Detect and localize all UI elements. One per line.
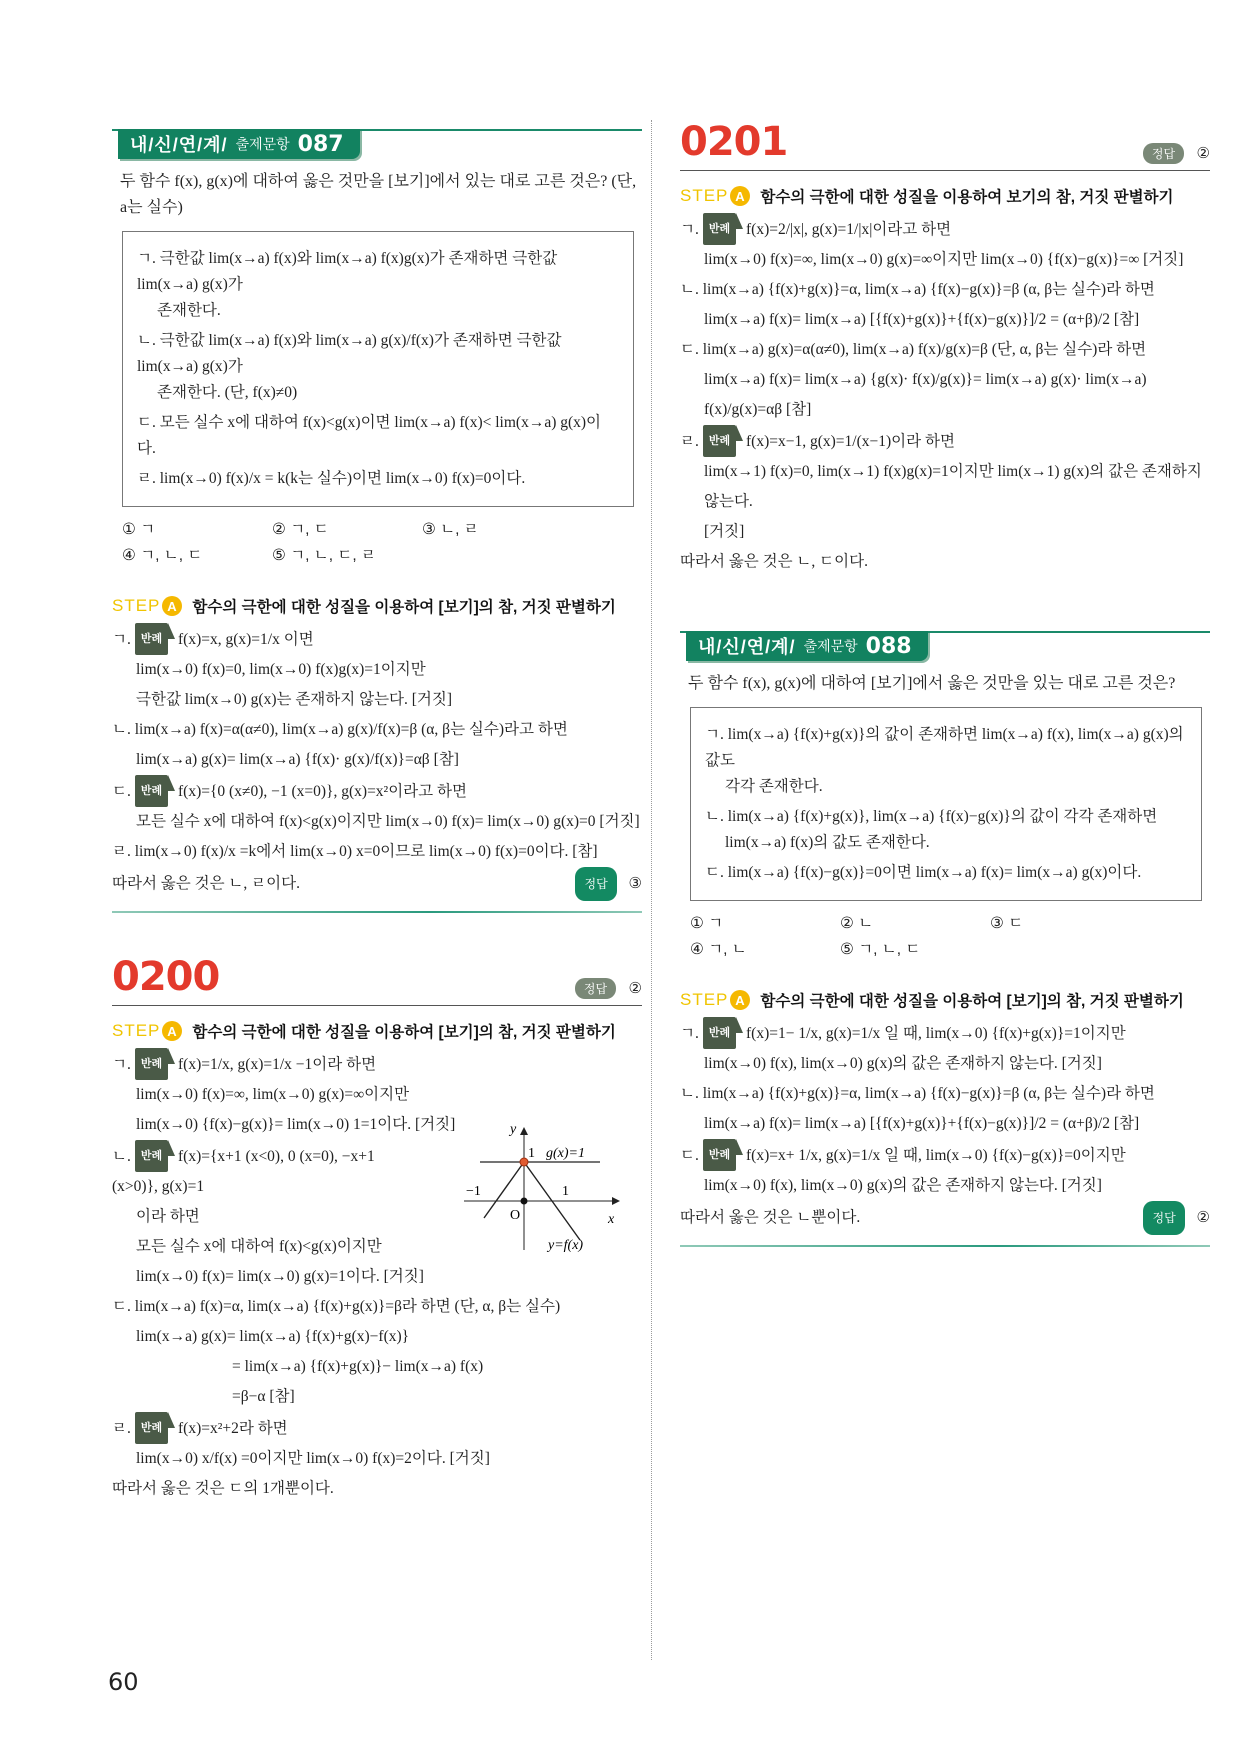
solution-line bbox=[112, 837, 642, 867]
answer-value: ③ bbox=[628, 876, 642, 892]
bogi-cont: lim(x→a) f(x)의 값도 존재한다. bbox=[725, 834, 930, 851]
solution-line bbox=[680, 425, 1210, 457]
item-marker: ㄱ. bbox=[680, 1025, 699, 1042]
question-text: 두 함수 f(x), g(x)에 대하여 옳은 것만을 [보기]에서 있는 대로 고른 것은? (단, a는 실수) bbox=[120, 173, 637, 216]
answer-block bbox=[575, 867, 642, 901]
section-end-rule bbox=[112, 911, 642, 913]
item-marker: ㄷ. bbox=[112, 1298, 131, 1315]
item-marker: ㄴ. bbox=[680, 1085, 699, 1102]
naesin-088-section bbox=[680, 627, 1210, 1247]
solution-line: 극한값 lim(x→0) g(x)는 존재하지 않는다. [거짓] bbox=[136, 691, 453, 708]
bogi-box bbox=[690, 707, 1202, 901]
bogi-text: 극한값 lim(x→a) f(x)와 lim(x→a) f(x)g(x)가 존재하면 극한값 lim(x→a) g(x)가 bbox=[137, 250, 558, 293]
solution-text: f(x)=x−1, g(x)=1/(x−1)이라 하면 bbox=[746, 433, 955, 450]
solution-text: f(x)=1− 1/x, g(x)=1/x 일 때, lim(x→0) {f(x)+g(x)}=1이지만 bbox=[746, 1025, 1126, 1042]
counterexample-badge: 반례 bbox=[135, 1140, 168, 1172]
naesin-header bbox=[680, 627, 1210, 661]
bogi-marker: ㄴ. bbox=[137, 332, 156, 349]
item-marker: ㄹ. bbox=[112, 843, 131, 860]
naesin-tab bbox=[686, 631, 928, 661]
choice-3[interactable]: ③ ㄴ, ㄹ bbox=[422, 521, 479, 538]
answer-choices bbox=[680, 911, 1210, 959]
item-marker: ㄷ. bbox=[680, 341, 699, 358]
bogi-item bbox=[705, 804, 1187, 856]
counterexample-badge: 반례 bbox=[135, 1412, 168, 1444]
choice-4[interactable]: ④ ㄱ, ㄴ bbox=[690, 941, 747, 958]
solution-text: f(x)={x+1 (x<0), 0 (x=0), −x+1 (x>0)}, g(x)=1 bbox=[112, 1148, 375, 1195]
step-heading bbox=[112, 1020, 642, 1042]
item-marker: ㄴ. bbox=[680, 281, 699, 298]
bogi-cont: 존재한다. bbox=[157, 302, 221, 319]
bogi-marker: ㄷ. bbox=[137, 414, 156, 431]
solution-line bbox=[112, 1140, 422, 1202]
bogi-cont: 존재한다. (단, f(x)≠0) bbox=[157, 384, 298, 401]
bogi-marker: ㄹ. bbox=[137, 470, 156, 487]
choice-3[interactable]: ③ ㄷ bbox=[990, 915, 1024, 932]
item-marker: ㄱ. bbox=[112, 631, 131, 648]
item-marker: ㄹ. bbox=[112, 1420, 131, 1437]
naesin-087-section bbox=[112, 125, 642, 913]
g-label: g(x)=1 bbox=[546, 1146, 585, 1161]
naesin-number: 088 bbox=[865, 633, 912, 659]
solution-line bbox=[112, 623, 642, 655]
naesin-brand: 내/신/연/계/ bbox=[698, 637, 796, 657]
solution-text: f(x)=x+ 1/x, g(x)=1/x 일 때, lim(x→0) {f(x)−g(x)}=0이지만 bbox=[746, 1147, 1126, 1164]
solution-line bbox=[680, 335, 1210, 365]
solution-text: lim(x→a) {f(x)+g(x)}=α, lim(x→a) {f(x)−g(x)}=β (α, β는 실수)라 하면 bbox=[702, 1085, 1155, 1102]
solution-line: lim(x→0) f(x), lim(x→0) g(x)의 값은 존재하지 않는다. [거짓] bbox=[704, 1055, 1102, 1072]
bogi-text: lim(x→a) {f(x)−g(x)}=0이면 lim(x→a) f(x)= lim(x→a) g(x)이다. bbox=[727, 864, 1142, 881]
solution-text: f(x)=2/|x|, g(x)=1/|x|이라고 하면 bbox=[746, 221, 952, 238]
x-axis-arrow-icon bbox=[612, 1197, 620, 1205]
step-label bbox=[680, 990, 750, 1010]
choice-2[interactable]: ② ㄴ bbox=[840, 915, 874, 932]
solution-line: lim(x→a) f(x)= lim(x→a) [{f(x)+g(x)}+{f(x)−g(x)}]/2 = (α+β)/2 [참] bbox=[704, 311, 1140, 328]
solution-line bbox=[112, 1048, 642, 1080]
solution-text: f(x)=1/x, g(x)=1/x −1이라 하면 bbox=[178, 1056, 377, 1073]
counterexample-badge: 반례 bbox=[135, 1048, 168, 1080]
tick-pos1: 1 bbox=[562, 1184, 569, 1199]
solution-line: =β−α [참] bbox=[232, 1388, 295, 1405]
counterexample-badge: 반례 bbox=[703, 213, 736, 245]
choice-1[interactable]: ① ㄱ bbox=[690, 915, 724, 932]
choice-5[interactable]: ⑤ ㄱ, ㄴ, ㄷ, ㄹ bbox=[272, 547, 376, 564]
solution-line: lim(x→0) f(x), lim(x→0) g(x)의 값은 존재하지 않는다. [거짓] bbox=[704, 1177, 1102, 1194]
tick-y1: 1 bbox=[528, 1146, 535, 1161]
conclusion-text: 따라서 옳은 것은 ㄷ의 1개뿐이다. bbox=[112, 1480, 334, 1497]
solution-line bbox=[680, 1079, 1210, 1109]
step-label bbox=[112, 1021, 182, 1041]
counterexample-badge: 반례 bbox=[703, 1017, 736, 1049]
y-axis-arrow-icon bbox=[520, 1127, 528, 1135]
solution-line bbox=[680, 213, 1210, 245]
choice-4[interactable]: ④ ㄱ, ㄴ, ㄷ bbox=[122, 547, 203, 564]
item-marker: ㄱ. bbox=[112, 1056, 131, 1073]
left-column bbox=[112, 125, 642, 1504]
solution-line: lim(x→a) g(x)= lim(x→a) {f(x)· g(x)/f(x)}=αβ [참] bbox=[136, 751, 459, 768]
solution-line: lim(x→1) f(x)=0, lim(x→1) f(x)g(x)=1이지만 lim(x→1) g(x)의 값은 존재하지 않는다. bbox=[704, 463, 1202, 510]
solution-line: lim(x→0) f(x)=∞, lim(x→0) g(x)=∞이지만 lim(x→0) {f(x)−g(x)}=∞ [거짓] bbox=[704, 251, 1184, 268]
answer-pill: 정답 bbox=[1143, 143, 1184, 164]
solution-text: f(x)={0 (x≠0), −1 (x=0)}, g(x)=x²이라고 하면 bbox=[178, 783, 467, 800]
solution-line bbox=[680, 275, 1210, 305]
step-a-badge-icon: A bbox=[162, 596, 182, 616]
item-marker: ㄴ. bbox=[112, 721, 131, 738]
solution-text: lim(x→a) f(x)=α(α≠0), lim(x→a) g(x)/f(x)=β (α, β는 실수)라고 하면 bbox=[134, 721, 568, 738]
solution-text: lim(x→a) g(x)=α(α≠0), lim(x→a) f(x)/g(x)=β (단, α, β는 실수)라 하면 bbox=[702, 341, 1147, 358]
conclusion-text: 따라서 옳은 것은 ㄴ뿐이다. bbox=[680, 1209, 861, 1226]
step-a-badge-icon: A bbox=[730, 186, 750, 206]
bogi-item bbox=[705, 722, 1187, 800]
item-marker: ㄴ. bbox=[112, 1148, 131, 1165]
bogi-item bbox=[705, 860, 1187, 886]
solution-line: lim(x→0) {f(x)−g(x)}= lim(x→0) 1=1이다. [거짓] bbox=[136, 1116, 456, 1133]
problem-0201-section bbox=[680, 120, 1210, 577]
step-title: 함수의 극한에 대한 성질을 이용하여 보기의 참, 거짓 판별하기 bbox=[760, 189, 1174, 206]
step-text: STEP bbox=[680, 186, 729, 205]
piecewise-function-graph bbox=[462, 1125, 622, 1255]
tick-neg1: −1 bbox=[466, 1184, 481, 1199]
solution-text: lim(x→a) {f(x)+g(x)}=α, lim(x→a) {f(x)−g(x)}=β (α, β는 실수)라 하면 bbox=[702, 281, 1155, 298]
problem-header bbox=[680, 120, 1210, 171]
answer-block bbox=[575, 978, 642, 999]
solution-line: = lim(x→a) {f(x)+g(x)}− lim(x→a) f(x) bbox=[232, 1358, 484, 1375]
step-title: 함수의 극한에 대한 성질을 이용하여 [보기]의 참, 거짓 판별하기 bbox=[760, 993, 1184, 1010]
naesin-sub: 출제문항 bbox=[803, 638, 858, 654]
step-heading bbox=[680, 185, 1210, 207]
naesin-sub: 출제문항 bbox=[235, 136, 290, 152]
question-text: 두 함수 f(x), g(x)에 대하여 [보기]에서 옳은 것만을 있는 대로 고른 것은? bbox=[688, 675, 1176, 692]
choice-5[interactable]: ⑤ ㄱ, ㄴ, ㄷ bbox=[840, 941, 921, 958]
bogi-item bbox=[137, 246, 619, 324]
bogi-item bbox=[137, 410, 619, 462]
step-heading bbox=[112, 595, 642, 617]
answer-pill: 정답 bbox=[1143, 1201, 1184, 1235]
solution-line: lim(x→0) f(x)= lim(x→0) g(x)=1이다. [거짓] bbox=[136, 1268, 424, 1285]
naesin-tab bbox=[118, 129, 360, 159]
bogi-marker: ㄱ. bbox=[705, 726, 724, 743]
step-text: STEP bbox=[112, 1021, 161, 1040]
solution-line: lim(x→0) f(x)=∞, lim(x→0) g(x)=∞이지만 bbox=[136, 1086, 410, 1103]
solution-line: [거짓] bbox=[704, 523, 745, 540]
item-marker: ㄹ. bbox=[680, 433, 699, 450]
item-marker: ㄱ. bbox=[680, 221, 699, 238]
page-number: 60 bbox=[108, 1668, 139, 1696]
solution-text: lim(x→a) f(x)=α, lim(x→a) {f(x)+g(x)}=β라 하면 (단, α, β는 실수) bbox=[134, 1298, 561, 1315]
answer-choices bbox=[112, 517, 642, 565]
solution-text: f(x)=x²+2라 하면 bbox=[178, 1420, 288, 1437]
bogi-item bbox=[137, 466, 619, 492]
bogi-marker: ㄱ. bbox=[137, 250, 156, 267]
naesin-number: 087 bbox=[297, 131, 344, 157]
conclusion-row bbox=[112, 867, 642, 901]
step-label bbox=[112, 596, 182, 616]
section-end-rule bbox=[680, 1245, 1210, 1247]
origin-label: O bbox=[510, 1208, 521, 1223]
conclusion-text: 따라서 옳은 것은 ㄴ, ㄷ이다. bbox=[680, 553, 868, 570]
solution-body bbox=[680, 1017, 1210, 1235]
step-a-badge-icon: A bbox=[730, 990, 750, 1010]
answer-value: ② bbox=[628, 980, 642, 997]
step-label bbox=[680, 186, 750, 206]
problem-0200-section bbox=[112, 955, 642, 1504]
step-a-badge-icon: A bbox=[162, 1021, 182, 1041]
bogi-text: lim(x→a) {f(x)+g(x)}의 값이 존재하면 lim(x→a) f(x), lim(x→a) g(x)의 값도 bbox=[705, 726, 1184, 769]
solution-line: lim(x→0) f(x)=0, lim(x→0) f(x)g(x)=1이지만 bbox=[136, 661, 426, 678]
counterexample-badge: 반례 bbox=[703, 1139, 736, 1171]
solution-line bbox=[112, 775, 642, 807]
naesin-brand: 내/신/연/계/ bbox=[130, 135, 228, 155]
solution-line: 모든 실수 x에 대하여 f(x)<g(x)이지만 bbox=[136, 1238, 382, 1255]
step-heading bbox=[680, 989, 1210, 1011]
bogi-marker: ㄴ. bbox=[705, 808, 724, 825]
right-column bbox=[680, 120, 1210, 1247]
conclusion-text: 따라서 옳은 것은 ㄴ, ㄹ이다. bbox=[112, 875, 300, 892]
bogi-box bbox=[122, 231, 634, 507]
counterexample-badge: 반례 bbox=[703, 425, 736, 457]
bogi-cont: 각각 존재한다. bbox=[725, 778, 823, 795]
problem-number: 0201 bbox=[680, 119, 788, 165]
solution-line bbox=[680, 1139, 1210, 1171]
bogi-text: 모든 실수 x에 대하여 f(x)<g(x)이면 lim(x→a) f(x)< lim(x→a) g(x)이다. bbox=[137, 414, 602, 457]
solution-body bbox=[112, 1048, 642, 1504]
solution-line bbox=[112, 1292, 642, 1322]
f-label: y=f(x) bbox=[548, 1238, 584, 1253]
bogi-text: 극한값 lim(x→a) f(x)와 lim(x→a) g(x)/f(x)가 존재하면 극한값 lim(x→a) g(x)가 bbox=[137, 332, 562, 375]
solution-line bbox=[680, 1017, 1210, 1049]
conclusion-row bbox=[680, 1201, 1210, 1235]
problem-header bbox=[112, 955, 642, 1006]
answer-pill: 정답 bbox=[575, 867, 616, 901]
solution-line: lim(x→a) g(x)= lim(x→a) {f(x)+g(x)−f(x)} bbox=[136, 1328, 410, 1345]
choice-1[interactable]: ① ㄱ bbox=[122, 521, 156, 538]
column-divider bbox=[651, 120, 652, 1660]
answer-value: ② bbox=[1196, 145, 1210, 162]
step-text: STEP bbox=[112, 596, 161, 615]
y-axis-label: y bbox=[510, 1125, 517, 1137]
answer-value: ② bbox=[1196, 1210, 1210, 1226]
solution-text: f(x)=x, g(x)=1/x 이면 bbox=[178, 631, 314, 648]
problem-number: 0200 bbox=[112, 954, 220, 1000]
answer-block bbox=[1143, 1201, 1210, 1235]
step-title: 함수의 극한에 대한 성질을 이용하여 [보기]의 참, 거짓 판별하기 bbox=[192, 599, 616, 616]
counterexample-badge: 반례 bbox=[135, 623, 168, 655]
bogi-text: lim(x→0) f(x)/x = k(k는 실수)이면 lim(x→0) f(x)=0이다. bbox=[159, 470, 526, 487]
solution-line: lim(x→a) f(x)= lim(x→a) [{f(x)+g(x)}+{f(x)−g(x)}]/2 = (α+β)/2 [참] bbox=[704, 1115, 1140, 1132]
bogi-item bbox=[137, 328, 619, 406]
solution-body bbox=[680, 213, 1210, 577]
solution-line: 이라 하면 bbox=[136, 1208, 200, 1225]
item-marker: ㄷ. bbox=[112, 783, 131, 800]
solution-line: lim(x→a) f(x)= lim(x→a) {g(x)· f(x)/g(x)}= lim(x→a) g(x)· lim(x→a) f(x)/g(x)=αβ [참] bbox=[704, 371, 1147, 418]
solution-text: lim(x→0) f(x)/x =k에서 lim(x→0) x=0이므로 lim(x→0) f(x)=0이다. [참] bbox=[134, 843, 598, 860]
x-axis-label: x bbox=[608, 1212, 615, 1227]
solution-line bbox=[112, 1412, 642, 1444]
filled-point-icon bbox=[521, 1198, 528, 1205]
open-point-icon bbox=[520, 1158, 528, 1166]
solution-line: lim(x→0) x/f(x) =0이지만 lim(x→0) f(x)=2이다. [거짓] bbox=[136, 1450, 490, 1467]
bogi-text: lim(x→a) {f(x)+g(x)}, lim(x→a) {f(x)−g(x)}의 값이 각각 존재하면 bbox=[727, 808, 1158, 825]
step-text: STEP bbox=[680, 990, 729, 1009]
counterexample-badge: 반례 bbox=[135, 775, 168, 807]
solution-line bbox=[112, 715, 642, 745]
step-title: 함수의 극한에 대한 성질을 이용하여 [보기]의 참, 거짓 판별하기 bbox=[192, 1024, 616, 1041]
solution-body bbox=[112, 623, 642, 901]
answer-pill: 정답 bbox=[575, 978, 616, 999]
bogi-marker: ㄷ. bbox=[705, 864, 724, 881]
choice-2[interactable]: ② ㄱ, ㄷ bbox=[272, 521, 329, 538]
answer-block bbox=[1143, 143, 1210, 164]
solution-line: 모든 실수 x에 대하여 f(x)<g(x)이지만 lim(x→0) f(x)= lim(x→0) g(x)=0 [거짓] bbox=[136, 813, 640, 830]
naesin-header bbox=[112, 125, 642, 159]
item-marker: ㄷ. bbox=[680, 1147, 699, 1164]
